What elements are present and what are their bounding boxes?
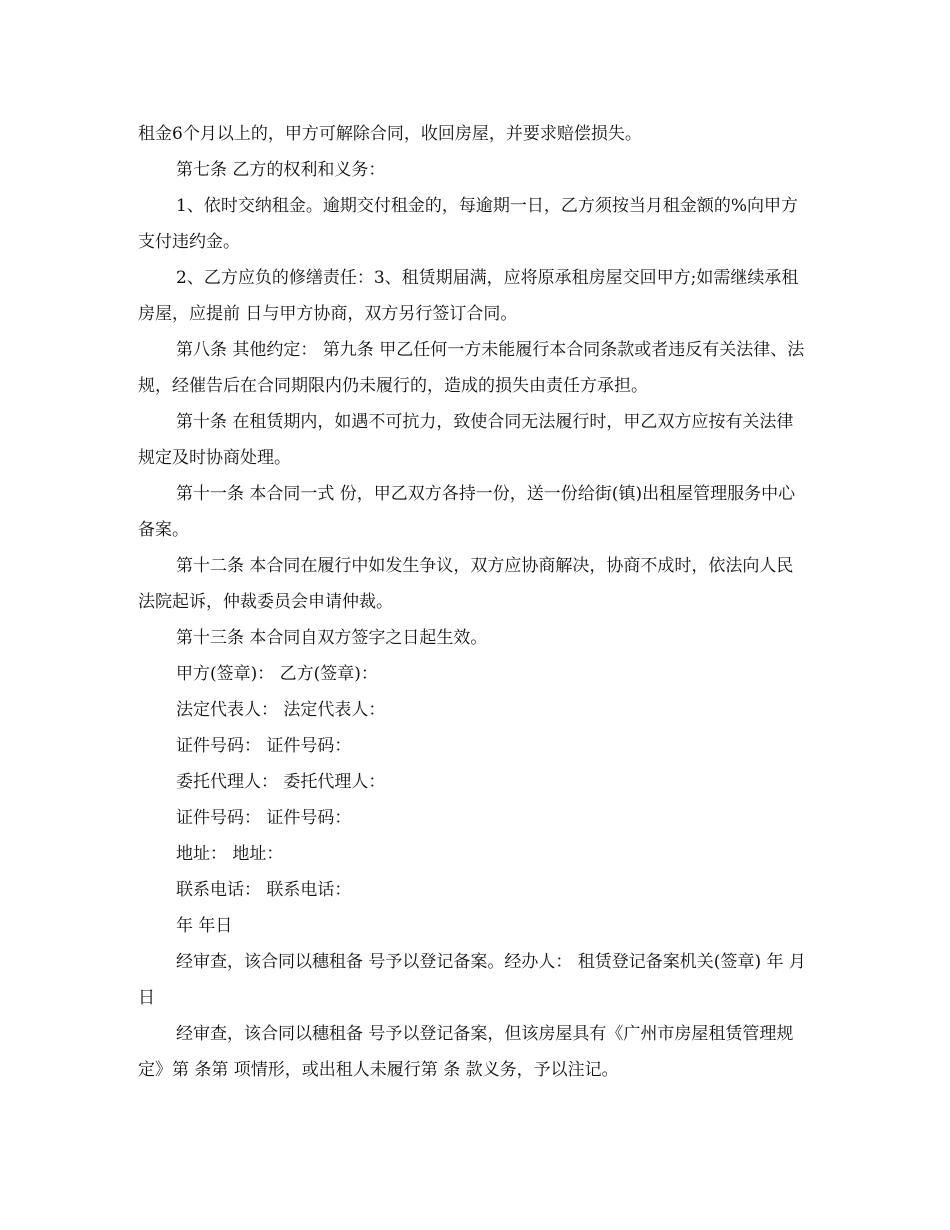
phone-line: 联系电话： 联系电话： [176, 880, 352, 900]
registration-annotation-note: 经审查，该合同以穗租备 号予以登记备案，但该房屋具有《广州市房屋租赁管理规定》第 条第 项情形，或出租人未履行第 条 款义务，予以注记。 [138, 1024, 794, 1080]
date-line: 年 年日 [176, 916, 233, 936]
paragraph-article-12: 第十二条 本合同在履行中如发生争议，双方应协商解决，协商不成时，依法向人民法院起诉，仲裁委员会申请仲裁。 [138, 556, 794, 612]
registration-note: 经审查，该合同以穗租备 号予以登记备案。经办人： 租赁登记备案机关(签章) 年 月 日 [138, 952, 806, 1008]
agent-line: 委托代理人： 委托代理人： [176, 772, 386, 792]
legal-representative-line: 法定代表人： 法定代表人： [176, 700, 386, 720]
paragraph-article-7: 第七条 乙方的权利和义务： [176, 160, 386, 180]
paragraph-clause-2: 2、乙方应负的修缮责任：3、租赁期届满，应将原承租房屋交回甲方;如需继续承租房屋，应提前 日与甲方协商，双方另行签订合同。 [138, 268, 799, 324]
paragraph-clause-1: 1、依时交纳租金。逾期交付租金的，每逾期一日，乙方须按当月租金额的%向甲方支付违约金。 [138, 196, 798, 252]
id-number-line: 证件号码： 证件号码： [176, 736, 352, 756]
paragraph-article-8-9: 第八条 其他约定： 第九条 甲乙任何一方未能履行本合同条款或者违反有关法律、法规，经催告后在合同期限内仍未履行的，造成的损失由责任方承担。 [138, 340, 805, 396]
signature-line: 甲方(签章)： 乙方(签章)： [176, 664, 378, 684]
paragraph-article-13: 第十三条 本合同自双方签字之日起生效。 [176, 628, 488, 648]
paragraph-rent-default: 租金6个月以上的，甲方可解除合同，收回房屋，并要求赔偿损失。 [138, 124, 642, 144]
address-line: 地址： 地址： [176, 844, 284, 864]
id-number-line-2: 证件号码： 证件号码： [176, 808, 352, 828]
document-body [138, 116, 808, 1088]
paragraph-article-11: 第十一条 本合同一式 份，甲乙双方各持一份，送一份给街(镇)出租屋管理服务中心备案。 [138, 484, 796, 540]
paragraph-article-10: 第十条 在租赁期内，如遇不可抗力，致使合同无法履行时，甲乙双方应按有关法律规定及时协商处理。 [138, 412, 794, 468]
